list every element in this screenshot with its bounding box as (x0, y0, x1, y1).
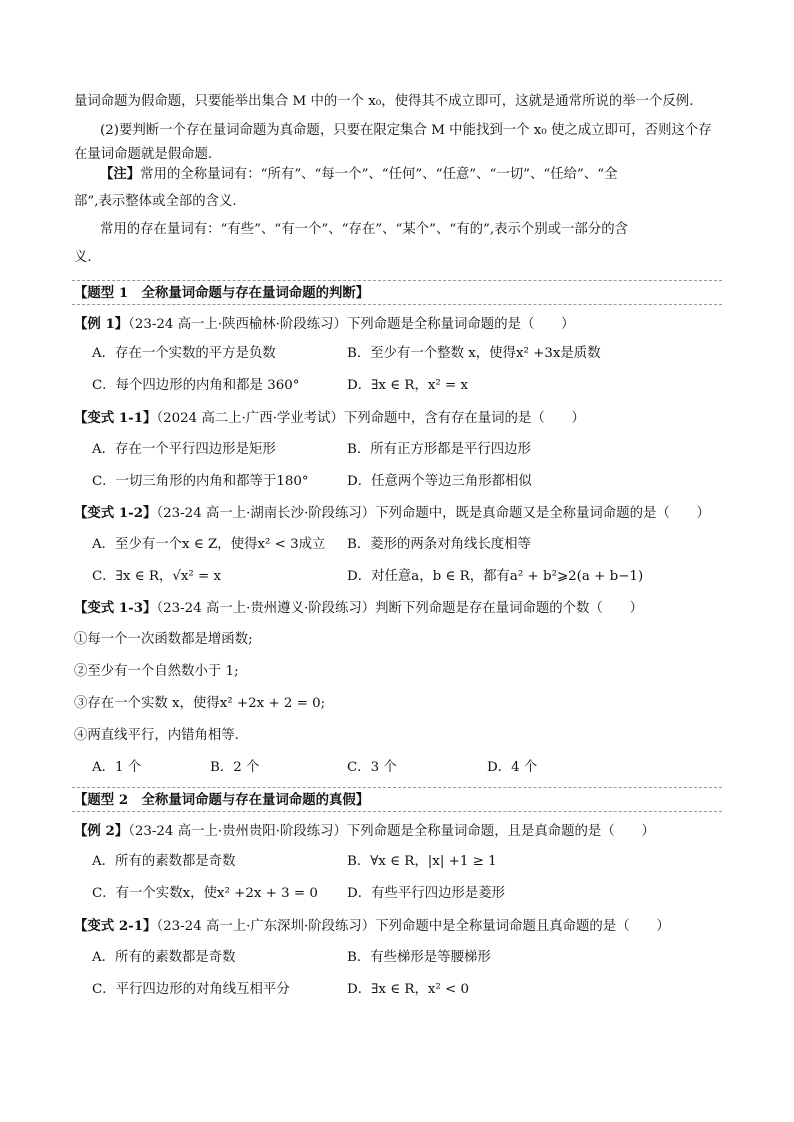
example-1-tag: 【例 1】 (74, 316, 129, 332)
section-2-rule-bottom (72, 811, 722, 812)
variant-2-1-stem (74, 916, 670, 937)
variant-1-3-option-c: C．3 个 (347, 760, 397, 775)
example-1-option-d: D．∃x ∈ R，x² = x (347, 378, 469, 393)
variant-1-3-option-d: D．4 个 (487, 760, 538, 775)
section-1-rule-top (72, 280, 722, 281)
variant-2-1-option-b: B．有些梯形是等腰梯形 (347, 950, 491, 965)
variant-1-1-option-d: D．任意两个等边三角形都相似 (347, 474, 532, 489)
variant-1-1-text: （2024 高二上·广西·学业考试）下列命题中，含有存在量词的是（ ） (156, 411, 585, 426)
section-1-heading: 【题型 1 全称量词命题与存在量词命题的判断】 (74, 285, 370, 301)
variant-1-3-text: （23-24 高一上·贵州遵义·阶段练习）判断下列命题是存在量词命题的个数（ ） (156, 601, 643, 616)
example-2-text: （23-24 高一上·贵州贵阳·阶段练习）下列命题是全称量词命题，且是真命题的是（ ） (128, 824, 655, 839)
variant-2-1-text: （23-24 高一上·广东深圳·阶段练习）下列命题中是全称量词命题且真命题的是（ ） (156, 919, 670, 934)
variant-2-1-option-c: C．平行四边形的对角线互相平分 (92, 982, 290, 997)
variant-1-2-option-c: C．∃x ∈ R，√x² = x (92, 569, 222, 584)
variant-1-3-option-b: B．2 个 (210, 760, 260, 775)
variant-1-1-option-c: C．一切三角形的内角和都等于180° (92, 474, 309, 489)
variant-1-2-tag: 【变式 1-2】 (74, 505, 157, 521)
example-1-option-c: C．每个四边形的内角和都是 360° (92, 378, 300, 393)
section-2-heading: 【题型 2 全称量词命题与存在量词命题的真假】 (74, 792, 370, 808)
example-1-stem (74, 314, 575, 335)
variant-2-1-option-a: A．所有的素数都是奇数 (92, 950, 236, 965)
intro-line-2: (2)要判断一个存在量词命题为真命题，只要在限定集合 M 中能找到一个 x₀ 使之成立即可，否则这个存 (100, 123, 712, 138)
note-text-1: 常用的全称量词有：“所有”、“每一个”、“任何”、“任意”、“一切”、“任给”、“全 (140, 167, 618, 182)
exist-line-2: 义. (74, 250, 92, 265)
variant-1-3-stem (74, 598, 643, 619)
variant-1-3-item-1: ①每一个一次函数都是增函数; (74, 632, 253, 647)
example-2-option-c: C．有一个实数x，使x² +2x + 3 = 0 (92, 886, 318, 901)
example-2-stem (74, 821, 655, 842)
variant-2-1-tag: 【变式 2-1】 (74, 918, 157, 934)
variant-1-2-option-d: D．对任意a，b ∈ R，都有a² + b²⩾2(a + b−1) (347, 569, 644, 584)
example-1-option-a: A．存在一个实数的平方是负数 (92, 346, 276, 361)
note-tag: 【注】 (100, 166, 141, 182)
variant-1-3-item-4: ④两直线平行，内错角相等. (74, 728, 239, 743)
note-line-2: 部”,表示整体或全部的含义. (74, 194, 237, 209)
example-2-option-a: A．所有的素数都是奇数 (92, 854, 236, 869)
variant-1-3-item-2: ②至少有一个自然数小于 1; (74, 664, 239, 679)
variant-1-2-option-a: A．至少有一个x ∈ Z，使得x² < 3成立 (92, 537, 326, 552)
exist-line-1: 常用的存在量词有：“有些”、“有一个”、“存在”、“某个”、“有的”,表示个别或一部分的含 (100, 222, 628, 237)
section-1-rule-bottom (72, 304, 722, 305)
variant-1-1-option-b: B．所有正方形都是平行四边形 (347, 442, 531, 457)
note-line-1 (100, 164, 618, 185)
variant-1-1-stem (74, 408, 585, 429)
variant-1-1-option-a: A．存在一个平行四边形是矩形 (92, 442, 276, 457)
variant-1-3-option-a: A．1 个 (92, 760, 142, 775)
example-2-tag: 【例 2】 (74, 823, 129, 839)
example-1-option-b: B．至少有一个整数 x，使得x² +3x是质数 (347, 346, 601, 361)
variant-1-3-item-3: ③存在一个实数 x，使得x² +2x + 2 = 0; (74, 696, 326, 711)
example-2-option-d: D．有些平行四边形是菱形 (347, 886, 506, 901)
variant-1-2-option-b: B．菱形的两条对角线长度相等 (347, 537, 531, 552)
example-2-option-b: B．∀x ∈ R，|x| +1 ≥ 1 (347, 854, 497, 869)
variant-1-1-tag: 【变式 1-1】 (74, 410, 157, 426)
variant-2-1-option-d: D．∃x ∈ R，x² < 0 (347, 982, 470, 997)
intro-line-3: 在量词命题就是假命题. (74, 147, 213, 162)
variant-1-3-tag: 【变式 1-3】 (74, 600, 157, 616)
variant-1-2-text: （23-24 高一上·湖南长沙·阶段练习）下列命题中，既是真命题又是全称量词命题的是（ ） (156, 506, 710, 521)
section-2-rule-top (72, 787, 722, 788)
variant-1-2-stem (74, 503, 710, 524)
intro-line-1: 量词命题为假命题，只要能举出集合 M 中的一个 x₀，使得其不成立即可，这就是通常所说的举一个反例. (74, 94, 694, 109)
example-1-text: （23-24 高一上·陕西榆林·阶段练习）下列命题是全称量词命题的是（ ） (128, 317, 575, 332)
